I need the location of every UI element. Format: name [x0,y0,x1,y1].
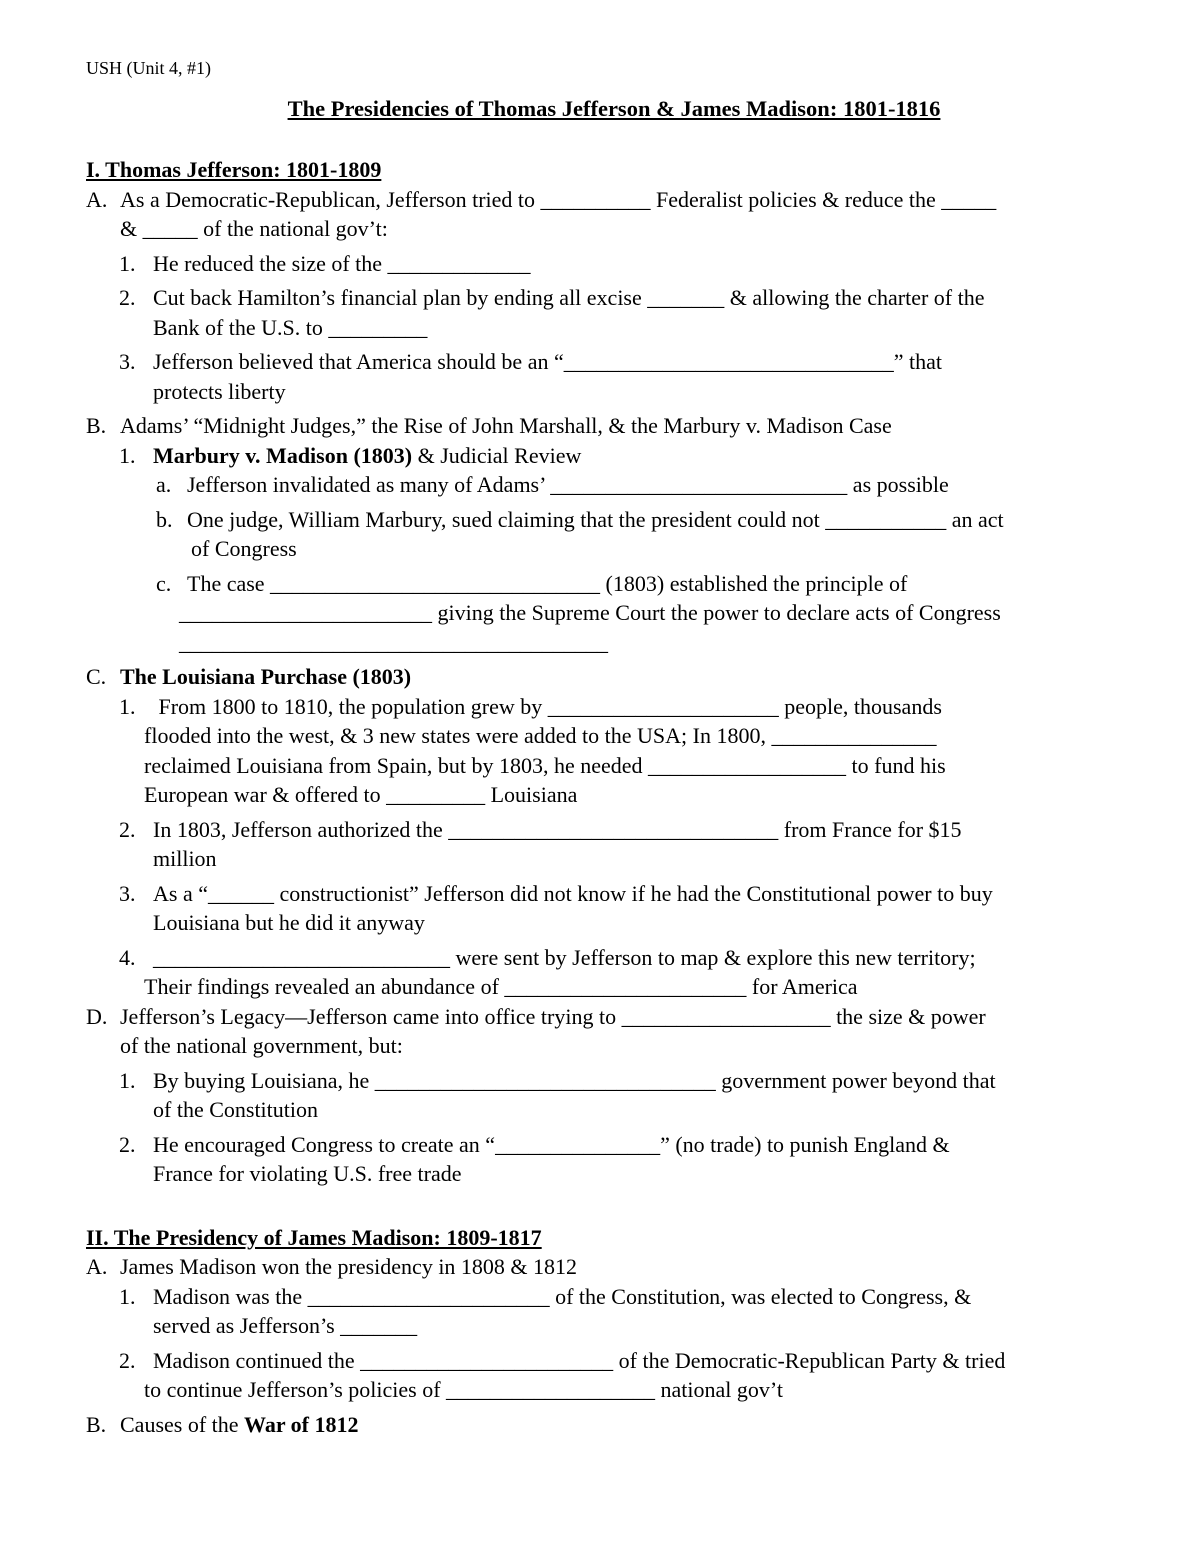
outline-item-1C3: 3. As a “______ constructionist” Jefferson did not know if he had the Constitutional power to buy Louisiana but he did it anyway [119,880,993,935]
outline-item-1A1: 1. He reduced the size of the _____________ [119,250,531,276]
outline-item-1D1: 1. By buying Louisiana, he _______________________________ government power beyond that of the Constitution [119,1067,996,1122]
outline-item-2B: B. Causes of the War of 1812 [86,1411,359,1437]
outline-item-1C2: 2. In 1803, Jefferson authorized the ______________________________ from France for $15 million [119,816,962,871]
outline-item-1B1: 1. Marbury v. Madison (1803) & Judicial Review [119,442,582,468]
outline-item-1B1c: c. The case ______________________________ (1803) established the principle of _______________________ giving the Supreme Court the power to declare acts of Congress _______________________________________ [156,570,1001,655]
outline-item-1B: B. Adams’ “Midnight Judges,” the Rise of John Marshall, & the Marbury v. Madison Case [86,413,892,438]
unit-header: USH (Unit 4, #1) [86,58,211,78]
outline-item-1D2: 2. He encouraged Congress to create an “_______________” (no trade) to punish England & France for violating U.S. free trade [119,1131,950,1186]
section-1-heading: I. Thomas Jefferson: 1801-1809 [86,157,382,182]
outline-item-1C1: 1. From 1800 to 1810, the population grew by _____________________ people, thousands flooded into the west, & 3 new states were added to the USA; In 1800, _______________ reclaimed Louisiana from Spain, but by 1803, he needed __________________ to fund his European war & offered to _________ Louisiana [119,693,946,807]
outline-item-1A: A. As a Democratic-Republican, Jefferson tried to __________ Federalist policies & reduce the _____ & _____ of the national gov’t: [86,186,997,241]
outline-item-1A3: 3. Jefferson believed that America should be an “______________________________” that protects liberty [119,349,942,404]
outline-item-2A2: 2. Madison continued the _______________________ of the Democratic-Republican Party & tried to continue Jefferson’s policies of ___________________ national gov’t [119,1347,1006,1402]
worksheet-content [86,155,1156,1439]
outline-item-2A1: 1. Madison was the ______________________ of the Constitution, was elected to Congress, & served as Jefferson’s _______ [119,1283,972,1338]
outline-item-1B1a: a. Jefferson invalidated as many of Adams’ ___________________________ as possible [156,472,949,497]
outline-item-1A2: 2. Cut back Hamilton’s financial plan by ending all excise _______ & allowing the charter of the Bank of the U.S. to _________ [119,285,985,340]
outline-item-2A: A. James Madison won the presidency in 1808 & 1812 [86,1254,578,1279]
outline-item-1B1b: b. One judge, William Marbury, sued claiming that the president could not ___________ an act of Congress [156,506,1004,561]
outline-item-1D: D. Jefferson’s Legacy—Jefferson came into office trying to ___________________ the size & power of the national government, but: [86,1003,986,1058]
outline-item-1C: C. The Louisiana Purchase (1803) [86,664,412,689]
outline-item-1C4: 4. ___________________________ were sent by Jefferson to map & explore this new territory; Their findings revealed an abundance of ______________________ for America [119,944,976,999]
section-2-heading: II. The Presidency of James Madison: 1809-1817 [86,1224,542,1250]
worksheet-title: The Presidencies of Thomas Jefferson & James Madison: 1801-1816 [287,96,941,121]
